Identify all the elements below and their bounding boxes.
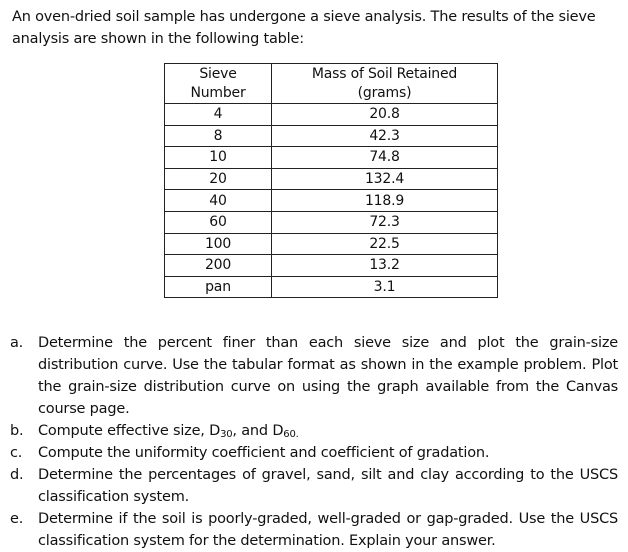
sieve-cell: 20 [165,168,272,190]
header-mass-retained [272,64,498,104]
question-letter: b. [10,423,24,439]
sieve-cell: 60 [165,211,272,233]
question-text [38,420,618,442]
sieve-cell: 10 [165,147,272,169]
header-sieve-line2: Number [190,85,246,101]
table-row [165,168,498,190]
mass-cell: 118.9 [272,190,498,212]
mass-cell: 20.8 [272,104,498,126]
sieve-cell: pan [165,276,272,298]
header-sieve-line1: Sieve [199,66,237,82]
d60-subscript: 60. [283,429,299,440]
table-row [165,104,498,126]
table-row [165,233,498,255]
mass-cell: 42.3 [272,125,498,147]
table-row [165,125,498,147]
mass-cell: 72.3 [272,211,498,233]
table-row [165,147,498,169]
table-row [165,211,498,233]
mass-cell: 132.4 [272,168,498,190]
d30-subscript: 30 [220,429,233,440]
question-d [10,464,618,508]
question-e [10,508,618,552]
header-sieve-number [165,64,272,104]
question-text: Determine the percentages of gravel, sand, silt and clay according to the USCS classification system. [38,467,618,505]
question-list [10,332,618,552]
mass-cell: 22.5 [272,233,498,255]
question-b-mid: , and D [232,423,284,439]
question-letter: d. [10,467,24,483]
question-c [10,442,618,464]
sieve-cell: 100 [165,233,272,255]
sieve-cell: 8 [165,125,272,147]
table-row [165,276,498,298]
question-letter: c. [10,445,23,461]
intro-paragraph: An oven-dried soil sample has undergone a sieve analysis. The results of the sieve analysis are shown in the following table: [12,9,596,47]
sieve-cell: 4 [165,104,272,126]
question-text: Determine if the soil is poorly-graded, well-graded or gap-graded. Use the USCS classification system for the determination. Explain your answer. [38,511,618,549]
sieve-cell: 40 [165,190,272,212]
mass-cell: 13.2 [272,255,498,277]
question-letter: e. [10,511,24,527]
header-mass-line1: Mass of Soil Retained [311,66,458,82]
question-text: Determine the percent finer than each sieve size and plot the grain-size distribution curve. Use the tabular format as shown in the example problem. Plot the grain-size distribution curve on using the graph available from the Canvas course page. [38,335,618,417]
table-row [165,190,498,212]
mass-cell: 3.1 [272,276,498,298]
mass-cell: 74.8 [272,147,498,169]
question-b-prefix: Compute effective size, D [38,423,221,439]
question-b [10,420,618,442]
question-a [10,332,618,420]
table-header-row [165,64,498,104]
question-text: Compute the uniformity coefficient and coefficient of gradation. [38,445,490,461]
table-row [165,255,498,277]
question-letter: a. [10,335,24,351]
sieve-table-container [164,63,498,298]
header-mass-line2: (grams) [357,85,412,101]
sieve-cell: 200 [165,255,272,277]
sieve-table [164,63,498,298]
